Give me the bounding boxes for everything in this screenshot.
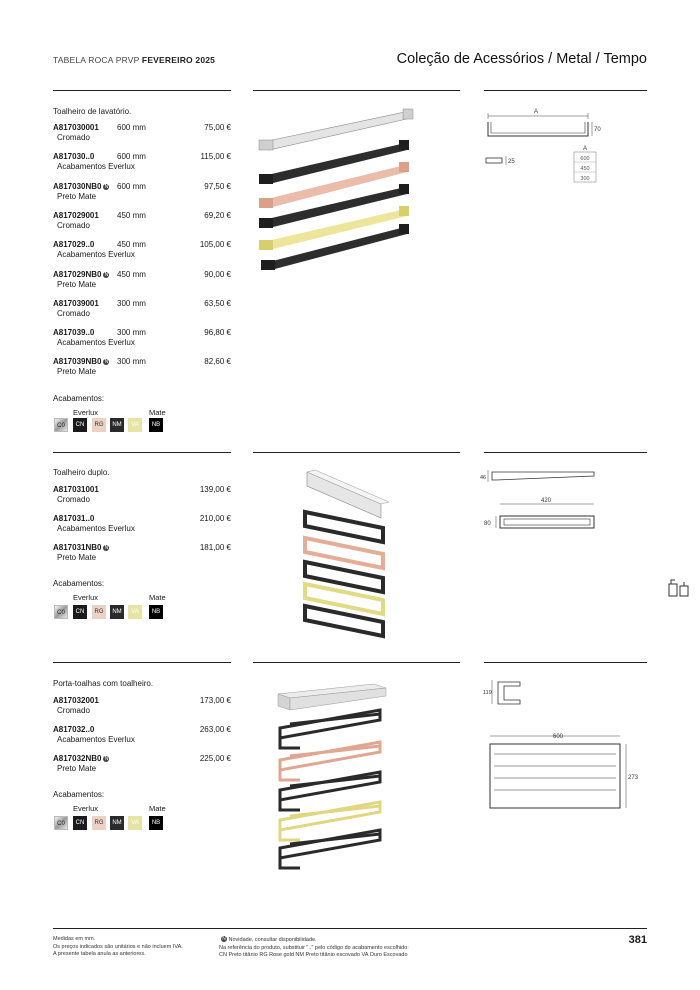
product-finish: Preto Mate: [57, 367, 97, 377]
product-finish: Acabamentos Everlux: [57, 338, 135, 348]
towel-bar-product-image: [255, 100, 460, 275]
new-product-icon: N: [222, 936, 226, 942]
product-price: 97,50 €: [204, 181, 231, 191]
double-bar-black: [305, 512, 383, 542]
towel-shelf-product-image: [270, 680, 395, 875]
product-size: 300 mm: [117, 357, 146, 367]
finish-swatch-cn: CN: [73, 418, 87, 432]
product-price: 115,00 €: [200, 152, 231, 162]
section-divider: [253, 662, 460, 663]
dim-table-value: 600: [580, 156, 590, 162]
product-code: A817039NB0: [53, 357, 102, 367]
double-bar-dimension-drawing: [480, 462, 600, 542]
finish-swatch-nb: NB: [149, 418, 163, 432]
product-size: 600 mm: [117, 181, 146, 191]
product-code: A817030..0: [53, 152, 95, 162]
product-price: 75,00 €: [204, 123, 231, 132]
section-divider: [484, 662, 647, 663]
product-price: 181,00 €: [199, 543, 231, 552]
product-finish: Cromado: [57, 133, 90, 142]
page-title: Coleção de Acessórios / Metal / Tempo: [396, 51, 647, 67]
product-finish: Preto Mate: [57, 764, 97, 773]
product-row: [53, 182, 231, 201]
finish-swatch-nb: NB: [149, 816, 163, 830]
header-catalog-label: TABELA ROCA PRVP FEVEREIRO 2025: [53, 55, 216, 65]
product-row: [53, 328, 231, 347]
finish-group-mate: Mate: [149, 804, 166, 813]
product-finish: Preto Mate: [57, 279, 97, 289]
product-code: A817039001: [53, 298, 99, 308]
footer-legend: N Novidade, consultar disponibilidade. Na referência do produto, substituir ".." pelo código do acabamento escolhido: CN Preto titânio RG Rose gold NM Preto titânio escovado VA Ouro Escovado: [219, 936, 409, 958]
towel-bar-gold: [259, 206, 409, 250]
dim-table-value: 300: [580, 176, 590, 182]
product-code: A817029NB0: [53, 269, 102, 279]
finish-group-mate: Mate: [149, 593, 166, 602]
dim-label: 600: [552, 734, 564, 740]
new-product-icon: N: [104, 545, 109, 551]
finish-swatch-cn: CN: [73, 605, 87, 619]
product-price: 90,00 €: [204, 269, 231, 279]
product-finish: Acabamentos Everlux: [57, 250, 135, 260]
towel-shelf-dimension-drawing: [480, 678, 640, 823]
finish-swatch-nm: NM: [110, 816, 124, 830]
new-product-icon: N: [104, 756, 109, 762]
finish-swatch-va: VA: [128, 816, 142, 830]
product-size: 300 mm: [117, 328, 146, 338]
accessories-category-icon: [666, 576, 692, 598]
product-size: 450 mm: [117, 269, 146, 279]
finish-group-everlux: Everlux: [73, 804, 99, 813]
dim-label: A: [533, 109, 539, 115]
page-number: 381: [628, 934, 647, 946]
product-price: 210,00 €: [199, 514, 231, 523]
product-row: [53, 696, 231, 715]
new-product-icon: N: [104, 359, 109, 366]
product-finish: Cromado: [57, 220, 90, 230]
product-size: 300 mm: [117, 298, 146, 308]
product-row: [53, 485, 231, 504]
product-code: A817032NB0: [53, 754, 102, 763]
dim-label: 80: [484, 521, 491, 527]
product-row: [53, 211, 231, 230]
finishes-label: Acabamentos:: [53, 394, 105, 403]
section-divider: [484, 90, 647, 91]
product-row: [53, 357, 231, 376]
product-code: A817031001: [53, 485, 99, 494]
product-row: [53, 543, 231, 562]
product-code: A817031..0: [53, 514, 95, 523]
towel-bar-chrome: [259, 109, 413, 150]
product-finish: Acabamentos Everlux: [57, 524, 135, 533]
product-price: 225,00 €: [199, 754, 231, 763]
finish-swatch-c0: C0: [54, 418, 68, 432]
dim-table-header: A: [582, 146, 588, 152]
towel-bar-dimension-drawing: [484, 100, 614, 190]
product-price: 263,00 €: [199, 725, 231, 734]
finish-swatch-va: VA: [128, 418, 142, 432]
section-divider: [53, 90, 231, 91]
product-code: A817029001: [53, 210, 99, 220]
product-price: 105,00 €: [199, 240, 231, 250]
product-finish: Cromado: [57, 495, 90, 504]
product-size: 600 mm: [117, 123, 146, 132]
product-finish: Preto Mate: [57, 191, 97, 201]
finish-swatch-c0: C0: [54, 816, 68, 830]
new-product-icon: N: [104, 183, 109, 190]
product-code: A817031NB0: [53, 543, 102, 552]
finish-swatch-rg: RG: [92, 816, 106, 830]
product-row: [53, 270, 231, 289]
product-size: 600 mm: [117, 152, 146, 162]
towel-shelf-black: [280, 830, 380, 868]
product-code: A817030NB0: [53, 181, 102, 191]
finish-swatch-c0: C0: [54, 605, 68, 619]
section-title: Toalheiro duplo.: [53, 468, 110, 477]
product-code: A817032001: [53, 696, 99, 705]
towel-shelf-black: [280, 710, 380, 748]
section-divider: [53, 452, 231, 453]
product-finish: Acabamentos Everlux: [57, 162, 135, 172]
product-price: 139,00 €: [199, 485, 231, 494]
product-row: [53, 725, 231, 744]
new-product-icon: N: [104, 271, 109, 278]
product-code: A817032..0: [53, 725, 95, 734]
finishes-label: Acabamentos:: [53, 790, 105, 799]
product-price: 96,80 €: [204, 328, 231, 338]
product-price: 63,50 €: [204, 298, 231, 308]
finish-swatch-rg: RG: [92, 605, 106, 619]
product-code: A817039..0: [53, 328, 95, 338]
product-code: A817030001: [53, 123, 99, 132]
finishes-label: Acabamentos:: [53, 579, 105, 588]
product-finish: Cromado: [57, 706, 90, 715]
finish-swatch-va: VA: [128, 605, 142, 619]
product-finish: Acabamentos Everlux: [57, 735, 135, 744]
product-row: [53, 299, 231, 318]
dim-label: 25: [508, 159, 515, 165]
section-divider: [53, 662, 231, 663]
dim-label: 420: [540, 498, 552, 504]
product-code: A817029..0: [53, 240, 95, 250]
towel-shelf-chrome: [278, 684, 386, 710]
double-bar-chrome: [307, 470, 389, 518]
finish-swatch-nb: NB: [149, 605, 163, 619]
finish-swatch-nm: NM: [110, 418, 124, 432]
product-row: [53, 152, 231, 171]
product-price: 173,00 €: [199, 696, 231, 705]
product-price: 69,20 €: [204, 210, 231, 220]
footer-divider: [53, 928, 647, 929]
dim-label: 46: [480, 475, 487, 481]
product-finish: Cromado: [57, 308, 90, 318]
section-divider: [484, 452, 647, 453]
footer-notes: Medidas em mm. Os preços indicados são unitários e não incluem IVA. A presente tabela anula as anteriores.: [53, 936, 183, 957]
finish-group-everlux: Everlux: [73, 593, 99, 602]
section-divider: [253, 452, 460, 453]
product-row: [53, 514, 231, 533]
finish-swatch-nm: NM: [110, 605, 124, 619]
product-size: 450 mm: [117, 210, 146, 220]
product-row: [53, 123, 231, 142]
product-row: [53, 240, 231, 259]
finish-swatch-cn: CN: [73, 816, 87, 830]
finish-swatch-rg: RG: [92, 418, 106, 432]
product-finish: Preto Mate: [57, 553, 97, 562]
dim-table-value: 450: [580, 166, 590, 172]
section-title: Porta-toalhas com toalheiro.: [53, 679, 154, 688]
product-price: 82,60 €: [204, 357, 231, 367]
finish-group-everlux: Everlux: [73, 408, 99, 417]
dim-label: 273: [628, 775, 639, 781]
dim-label: 70: [594, 127, 601, 133]
section-title: Toalheiro de lavatório.: [53, 107, 132, 116]
section-divider: [253, 90, 460, 91]
dim-label: 119: [483, 690, 492, 696]
double-towel-bar-product-image: [295, 466, 400, 642]
towel-bar-rose-gold: [259, 162, 409, 208]
finish-group-mate: Mate: [149, 408, 166, 417]
product-row: [53, 754, 231, 773]
product-size: 450 mm: [117, 240, 146, 250]
